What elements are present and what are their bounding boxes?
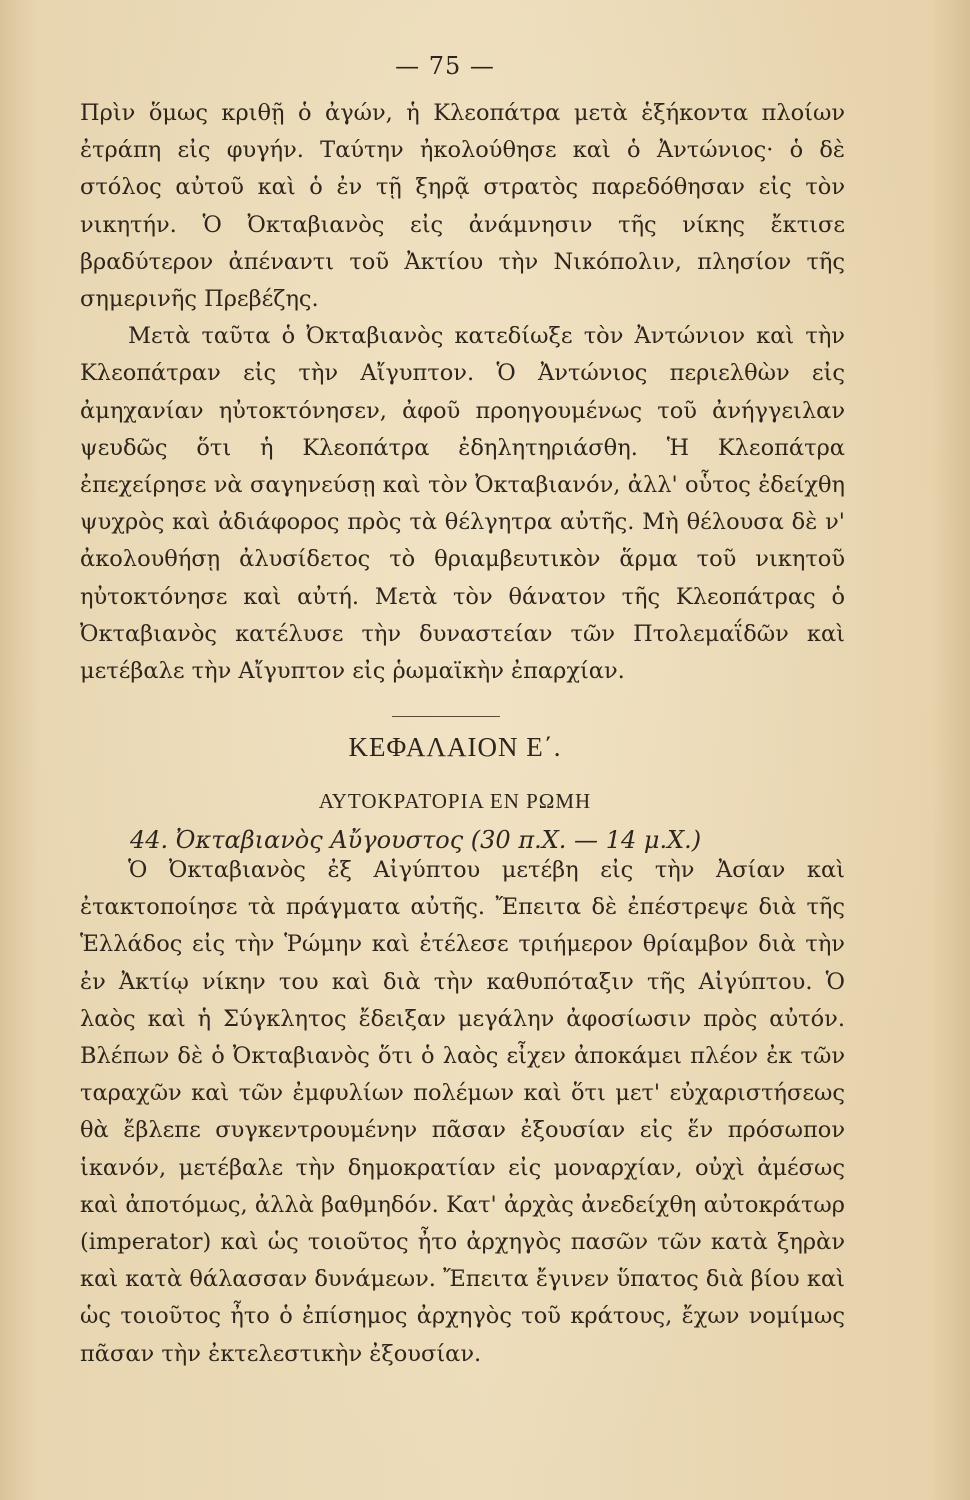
section-heading: 44. Ὀκταβιανὸς Αὔγουστος (30 π.Χ. — 14 μ.Χ.) xyxy=(130,826,702,854)
paragraph-octavian-augustus: Ὁ Ὀκταβιανὸς ἐξ Αἰγύπτου μετέβη εἰς τὴν Ἀσίαν καὶ ἐτακτοποίησε τὰ πράγματα αὐτῆς. Ἔπειτα δὲ ἐπέστρεψε διὰ τῆς Ἑλλάδος εἰς τὴν Ῥώμην καὶ ἐτέλεσε τριήμερον θρίαμβον διὰ τὴν ἐν Ἀκτίῳ νίκην του καὶ διὰ τὴν καθυπόταξιν τῆς Αἰγύπτου. Ὁ λαὸς καὶ ἡ Σύγκλητος ἔδειξαν μεγάλην ἀφοσίωσιν πρὸς αὐτόν. Βλέπων δὲ ὁ Ὀκταβιανὸς ὅτι ὁ λαὸς εἶχεν ἀποκάμει πλέον ἐκ τῶν ταραχῶν καὶ τῶν ἐμφυλίων πολέμων καὶ ὅτι μετ' εὐχαριστήσεως θὰ ἔβλεπε συγκεντρουμένην πᾶσαν ἐξουσίαν εἰς ἕν πρόσωπον ἱκανόν, μετέβαλε τὴν δημοκρατίαν εἰς μοναρχίαν, οὐχὶ ἀμέσως καὶ ἀποτόμως, ἀλλὰ βαθμηδόν. Κατ' ἀρχὰς ἀνεδείχθη αὐτοκράτωρ (imperator) καὶ ὡς τοιοῦτος ἦτο ἀρχηγὸς πασῶν τῶν κατὰ ξηρὰν καὶ κατὰ θάλασσαν δυνάμεων. Ἔπειτα ἔγινεν ὕπατος διὰ βίου καὶ ὡς τοιοῦτος ἦτο ὁ ἐπίσημος ἀρχηγὸς τοῦ κράτους, ἔχων νομίμως πᾶσαν τὴν ἐκτελεστικὴν ἐξουσίαν. xyxy=(80,857,845,1367)
chapter-subtitle: ΑΥΤΟΚΡΑΤΟΡΙΑ ΕΝ ΡΩΜΗ xyxy=(318,789,592,813)
paragraph-battle-aftermath: Πρὶν ὅμως κριθῇ ὁ ἀγών, ἡ Κλεοπάτρα μετὰ ἑξήκοντα πλοίων ἐτράπη εἰς φυγήν. Ταύτην ἠκολούθησε καὶ ὁ Ἀντώνιος· ὁ δὲ στόλος αὐτοῦ καὶ ὁ ἐν τῇ ξηρᾷ στρατὸς παρεδόθησαν εἰς τὸν νικητήν. Ὁ Ὀκταβιανὸς εἰς ἀνάμνησιν τῆς νίκης ἔκτισε βραδύτερον ἀπέναντι τοῦ Ἀκτίου τὴν Νικόπολιν, πλησίον τῆς σημερινῆς Πρεβέζης. xyxy=(80,100,845,313)
section-text-bottom xyxy=(80,852,845,1373)
section-divider xyxy=(392,716,500,717)
page-number: — 75 — xyxy=(395,52,495,80)
chapter-title: ΚΕΦΑΛΑΙΟΝ Ε΄. xyxy=(348,732,562,762)
section-text-top xyxy=(80,95,845,690)
paragraph-antony-cleopatra-death: Μετὰ ταῦτα ὁ Ὀκταβιανὸς κατεδίωξε τὸν Ἀντώνιον καὶ τὴν Κλεοπάτραν εἰς τὴν Αἴγυπτον. Ὁ Ἀντώνιος περιελθὼν εἰς ἀμηχανίαν ηὐτοκτόνησεν, ἀφοῦ προηγουμένως τοῦ ἀνήγγειλαν ψευδῶς ὅτι ἡ Κλεοπάτρα ἐδηλητηριάσθη. Ἡ Κλεοπάτρα ἐπεχείρησε νὰ σαγηνεύσῃ καὶ τὸν Ὀκταβιανόν, ἀλλ' οὗτος ἐδείχθη ψυχρὸς καὶ ἀδιάφορος πρὸς τὰ θέλγητρα αὐτῆς. Μὴ θέλουσα δὲ ν' ἀκολουθήσῃ ἀλυσίδετος τὸ θριαμβευτικὸν ἅρμα τοῦ νικητοῦ ηὐτοκτόνησε καὶ αὐτή. Μετὰ τὸν θάνατον τῆς Κλεοπάτρας ὁ Ὀκταβιανὸς κατέλυσε τὴν δυναστείαν τῶν Πτολεμαΐδῶν καὶ μετέβαλε τὴν Αἴγυπτον εἰς ῥωμαϊκὴν ἐπαρχίαν. xyxy=(80,323,845,685)
